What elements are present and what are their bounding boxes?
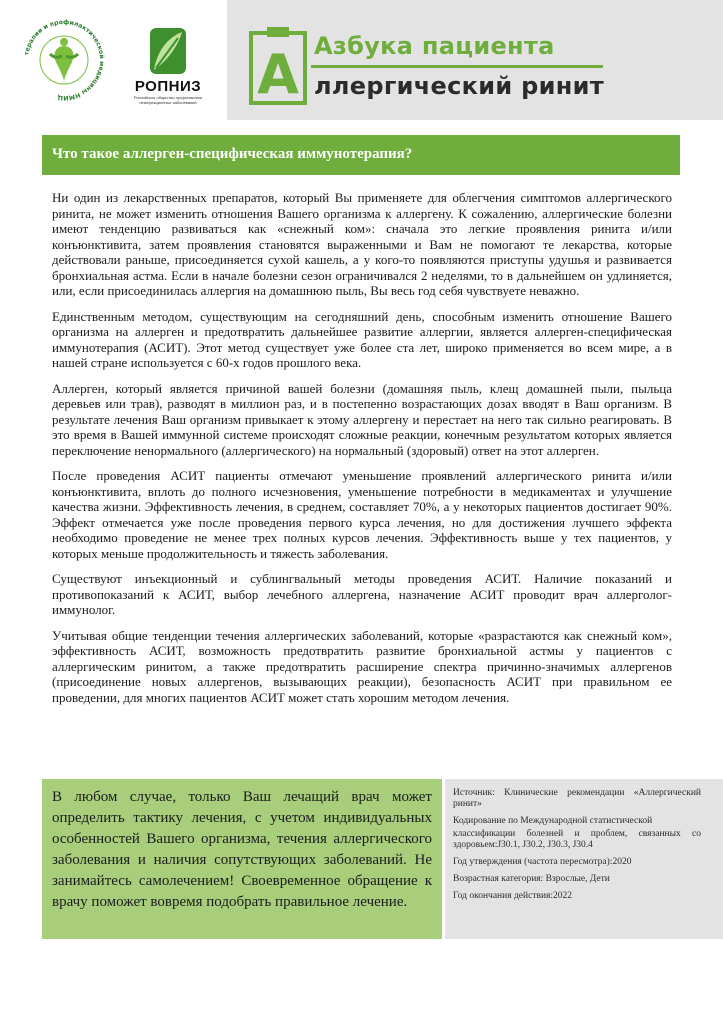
svg-text:А: А bbox=[257, 43, 299, 105]
source-reference: Источник: Клинические рекомендации «Аллергический ринит» bbox=[453, 788, 701, 809]
ropniz-logo bbox=[128, 26, 208, 106]
source-end-year: Год окончания действия:2022 bbox=[453, 891, 573, 901]
ropniz-subtitle: Российское общество профилактики неинфекционных заболеваний bbox=[133, 95, 203, 105]
paragraph: Единственным методом, существующим на сегодняшний день, способным изменить отношение Вашего организма на аллерген и предотвратить дальнейшее развитие аллергии, является аллерген-специфическая иммунотерапия (АСИТ). Этот метод существует уже более ста лет, широко применяется во всем мире, а в нашей стране используется с 60-х годов прошлого века. bbox=[52, 308, 672, 370]
ropniz-name: РОПНИЗ bbox=[134, 78, 202, 95]
source-classification: классификации болезней и проблем, связанных со здоровьем:J30.1, J30.2, J30.3, J30.4 bbox=[453, 829, 701, 850]
paragraph: Существуют инъекционный и сублингвальный методы проведения АСИТ. Наличие показаний и противопоказаний к АСИТ, выбор лечебного аллергена, назначение АСИТ проводит врач аллерголог-иммунолог. bbox=[52, 571, 672, 617]
source-approval-year: Год утверждения (частота пересмотра):2020 bbox=[453, 857, 632, 867]
advice-text: В любом случае, только Ваш лечащий врач может определить тактику лечения, с учетом индивидуальных особенностей Вашего организма, течения аллергического заболевания и наличия сопутствующих заболеваний. Не занимайтесь самолечением! Своевременное обращение к врачу поможет вовремя подобрать правильное лечение. bbox=[52, 789, 432, 910]
clipboard-letter-icon bbox=[249, 27, 307, 105]
svg-text:терапии и профилактической мед: терапии и профилактической медицины НМИЦ bbox=[23, 18, 106, 102]
section-heading-banner bbox=[42, 135, 680, 175]
article-body bbox=[52, 190, 672, 715]
source-box bbox=[445, 779, 723, 939]
paragraph: Аллерген, который является причиной вашей болезни (домашняя пыль, клещ домашней пыли, пыльца деревьев или трав), разводят в миллион раз, и в постепенно возрастающих дозах вводят в Ваш организм. В результате лечения Ваш организм привыкает к этому аллергену и перестает на него так сильно реагировать. В это время в Вашей иммунной системе происходят сложные реакции, конечным результатом которых является переключение ненормального (аллергического) на нормальный (здоровый) ответ на этот аллерген. bbox=[52, 380, 672, 458]
leaf-logo-icon bbox=[128, 26, 208, 78]
title-abc-patient: Азбука пациента bbox=[314, 32, 555, 60]
paragraph: После проведения АСИТ пациенты отмечают уменьшение проявлений аллергического ринита и/или конъюнктивита, вплоть до полного исчезновения, уменьшение потребности в медикаментах и улучшение качества жизни. Эффективность лечения, в среднем, составляет 70%, а у некоторых пациентов достигает 90%. Эффект отмечается уже после проведения первого курса лечения, но для достижения лучшего эффекта необходимо проведение не менее трех полных курсов лечения. Эффективность выше у тех пациентов, у которых меньше продолжительность и тяжесть заболевания. bbox=[52, 468, 672, 561]
source-info bbox=[453, 788, 701, 908]
title-allergic-rhinitis: ллергический ринит bbox=[314, 72, 604, 100]
source-age-category: Возрастная категория: Взрослые, Дети bbox=[453, 874, 610, 884]
paragraph: Ни один из лекарственных препаратов, который Вы применяете для облегчения симптомов аллергического ринита, не может изменить отношения Вашего организма к аллергену. К сожалению, аллергические болезни имеют тенденцию развиваться как «снежный ком»: сначала это легкие проявления ринита и/или конъюнктивита, затем проявления становятся выраженными и Вам не помогают те лекарства, которые действовали раньше, присоединяется сухой кашель, а у кого-то появляются приступы удушья и развивается бронхиальная астма. Если в начале болезни сезон ограничивался 2 неделями, то в дальнейшем он удлиняется, или, если присоединилась аллергия на домашнюю пыль, Вы весь год себя чувствуете неважно. bbox=[52, 190, 672, 298]
section-heading: Что такое аллерген-специфическая иммунотерапия? bbox=[52, 146, 413, 162]
source-coding: Кодирование по Международной статистической bbox=[453, 816, 653, 826]
advice-box bbox=[42, 779, 442, 939]
title-divider bbox=[311, 65, 603, 68]
header-logos bbox=[0, 0, 227, 120]
nmic-logo-icon bbox=[20, 16, 108, 104]
paragraph: Учитывая общие тенденции течения аллергических заболеваний, которые «разрастаются как снежный ком», эффективность АСИТ, возможность предотвратить развитие бронхиальной астмы у пациентов с аллергическим ринитом, а также предотвратить расширение спектра причинно-значимых аллергенов (присоединение новых аллергенов, вызывающих реакции), безопасность АСИТ при правильном ее проведении, для многих пациентов АСИТ может стать хорошим методом лечения. bbox=[52, 627, 672, 705]
